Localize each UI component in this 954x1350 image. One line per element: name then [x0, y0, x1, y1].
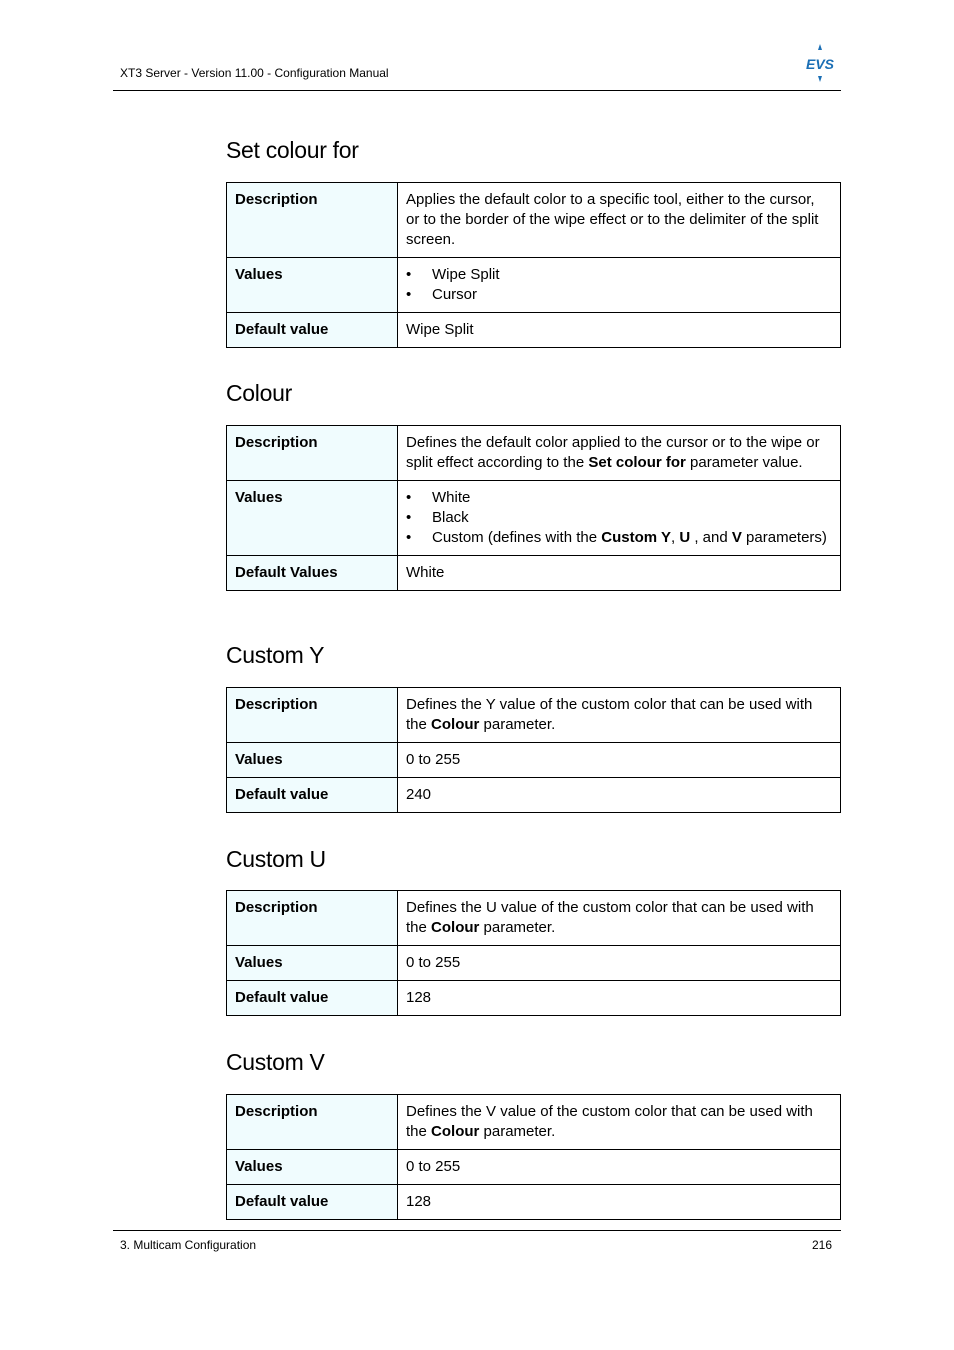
row-value [398, 1095, 841, 1150]
row-value: White [398, 556, 841, 591]
list-item: • White [406, 488, 832, 508]
header-divider [113, 90, 841, 91]
table-row [227, 946, 841, 981]
bold-reference: Colour [431, 919, 480, 936]
list-item: • Cursor [406, 285, 832, 305]
table-row [227, 183, 841, 258]
table-row [227, 313, 841, 348]
row-label: Values [227, 743, 398, 778]
table-row [227, 981, 841, 1016]
list-item: • Black [406, 508, 832, 528]
table-row [227, 778, 841, 813]
bold-reference: U [679, 529, 691, 546]
table-row [227, 426, 841, 481]
text-run: parameter value. [685, 454, 803, 471]
param-table-colour [226, 425, 841, 591]
param-table-custom-y [226, 687, 841, 813]
footer-chapter: 3. Multicam Configuration [120, 1238, 257, 1252]
table-row [227, 1185, 841, 1220]
text-run: Defines the V value of the custom color that can be used with the [406, 1103, 813, 1140]
row-label: Description [227, 183, 398, 258]
row-value [398, 258, 841, 313]
text-run: Defines the default color applied to the cursor or to the wipe or split effect according to the [406, 434, 820, 471]
section-title-custom-y: Custom Y [226, 642, 325, 668]
section-title-colour: Colour [226, 380, 292, 406]
section-title-custom-u: Custom U [226, 846, 326, 872]
row-value: Applies the default color to a specific tool, either to the cursor, or to the border of the wipe effect or to the delimiter of the split screen. [398, 183, 841, 258]
list-item: • Wipe Split [406, 265, 832, 285]
table-row [227, 891, 841, 946]
row-value: 0 to 255 [398, 1150, 841, 1185]
param-table-set-colour-for [226, 182, 841, 348]
row-label: Values [227, 258, 398, 313]
row-label: Default value [227, 778, 398, 813]
evs-logo-text: EVS [805, 56, 835, 72]
row-label: Description [227, 426, 398, 481]
bold-reference: Colour [431, 1123, 480, 1140]
table-row [227, 481, 841, 556]
page-number: 216 [812, 1238, 833, 1252]
row-value: Wipe Split [398, 313, 841, 348]
row-label: Values [227, 481, 398, 556]
values-list [406, 265, 832, 305]
text-run: parameters) [741, 529, 827, 546]
table-row [227, 556, 841, 591]
bold-reference: Set colour for [588, 454, 686, 471]
text-run: Defines the Y value of the custom color that can be used with the [406, 696, 813, 733]
text-run: parameter. [479, 919, 556, 936]
table-row [227, 258, 841, 313]
text-run: , and [690, 529, 732, 546]
list-item [406, 528, 832, 548]
row-label: Values [227, 946, 398, 981]
row-label: Description [227, 1095, 398, 1150]
text-run: Defines the U value of the custom color that can be used with the [406, 899, 814, 936]
bold-reference: Colour [431, 716, 480, 733]
text-run: , [670, 529, 680, 546]
row-label: Description [227, 688, 398, 743]
table-row [227, 1150, 841, 1185]
section-title-custom-v: Custom V [226, 1049, 325, 1075]
table-row [227, 743, 841, 778]
row-label: Default value [227, 981, 398, 1016]
param-table-custom-v [226, 1094, 841, 1220]
row-value [398, 688, 841, 743]
row-label: Default value [227, 1185, 398, 1220]
row-value: 240 [398, 778, 841, 813]
bold-reference: Custom Y [601, 529, 671, 546]
row-value [398, 426, 841, 481]
row-label: Default value [227, 313, 398, 348]
row-value [398, 481, 841, 556]
section-title-set-colour-for: Set colour for [226, 137, 359, 163]
bold-reference: V [731, 529, 742, 546]
text-run: parameter. [479, 716, 556, 733]
row-value: 128 [398, 981, 841, 1016]
values-list [406, 488, 832, 548]
footer-divider [113, 1230, 841, 1231]
row-label: Default Values [227, 556, 398, 591]
text-run: parameter. [479, 1123, 556, 1140]
running-header: XT3 Server - Version 11.00 - Configuration Manual [120, 66, 389, 80]
row-label: Description [227, 891, 398, 946]
table-row [227, 1095, 841, 1150]
text-run: Custom (defines with the [432, 529, 602, 546]
row-label: Values [227, 1150, 398, 1185]
row-value: 0 to 255 [398, 946, 841, 981]
table-row [227, 688, 841, 743]
row-value [398, 891, 841, 946]
row-value: 128 [398, 1185, 841, 1220]
row-value: 0 to 255 [398, 743, 841, 778]
param-table-custom-u [226, 890, 841, 1016]
evs-logo [804, 44, 836, 82]
